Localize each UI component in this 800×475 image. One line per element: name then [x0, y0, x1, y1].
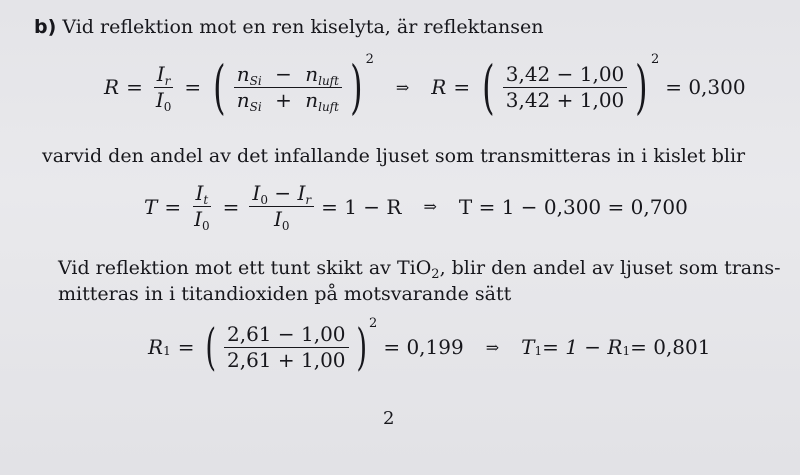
tio2-intro-line-1: Vid reflektion mot ett tunt skikt av TiO$_2$, blir den andel av ljuset som trans- — [58, 257, 781, 282]
implies-arrow: ⇒ — [485, 337, 500, 357]
eq2-tail: = 1 − R — [321, 194, 402, 219]
implies-arrow: ⇒ — [395, 77, 410, 97]
reflectance-equation — [104, 52, 746, 121]
eq1-intensity-fraction: $\frac{I_r}{I_0}$ — [153, 63, 175, 112]
eq3-fraction: $\frac{2,61 - 1,00}{2,61 + 1,00}$ — [224, 323, 349, 372]
left-paren: ( — [482, 53, 495, 121]
eq2-fraction-2: $\frac{I_0 - I_r}{I_0}$ — [249, 182, 314, 231]
eq1-lhs: R — [104, 75, 120, 99]
eq1-power: 2 — [365, 52, 374, 67]
left-paren: ( — [205, 318, 217, 376]
eq2-lhs: T — [144, 194, 158, 219]
right-paren: ) — [635, 53, 648, 121]
left-paren: ( — [213, 53, 226, 121]
transmission-intro-text: varvid den andel av det infallande ljuset som transmitteras in i kislet blir — [42, 145, 746, 167]
eq1-equals: = — [126, 75, 143, 99]
implies-arrow: ⇒ — [423, 197, 437, 216]
eq1-numeric-fraction: $\frac{3,42 - 1,00}{3,42 + 1,00}$ — [503, 63, 628, 112]
eq1-index-fraction: $\frac{n_{Si} - n_{luft}}{n_{Si} + n_{luft}}$ — [234, 63, 342, 112]
tio2-equation: R 1 = ( $\frac{2,61 - 1,00}{2,61 + 1,00}$ ) 2 = 0,199 ⇒ T 1 = 1 − R 1 = 0,801 — [148, 316, 711, 376]
page-number: 2 — [383, 408, 395, 429]
eq3-result: = 0,199 — [383, 335, 464, 359]
eq1-equals-2: = — [184, 75, 202, 99]
transmission-equation: T = $\frac{I_t}{I_0}$ = $\frac{I_0 - I_r}{I_0}$ = 1 − R ⇒ T = 1 − 0,300 = 0,700 — [144, 181, 688, 233]
eq1-rhs-power: 2 — [650, 52, 660, 67]
right-paren: ) — [355, 318, 367, 376]
section-label: b) — [34, 16, 57, 38]
eq3-power: 2 — [369, 316, 378, 331]
right-paren: ) — [350, 53, 363, 121]
eq1-rhs-lhs: R — [431, 75, 447, 99]
section-heading — [34, 16, 544, 38]
tio2-intro-line-2: mitteras in i titandioxiden på motsvarande sätt — [58, 283, 512, 305]
section-intro-text: Vid reflektion mot en ren kiselyta, är reflektansen — [62, 16, 544, 38]
eq2-fraction-1: $\frac{I_t}{I_0}$ — [194, 181, 210, 233]
eq1-rhs-equals: = — [453, 75, 471, 99]
eq1-result: = 0,300 — [665, 75, 746, 99]
eq2-result: T = 1 − 0,300 = 0,700 — [458, 194, 688, 219]
